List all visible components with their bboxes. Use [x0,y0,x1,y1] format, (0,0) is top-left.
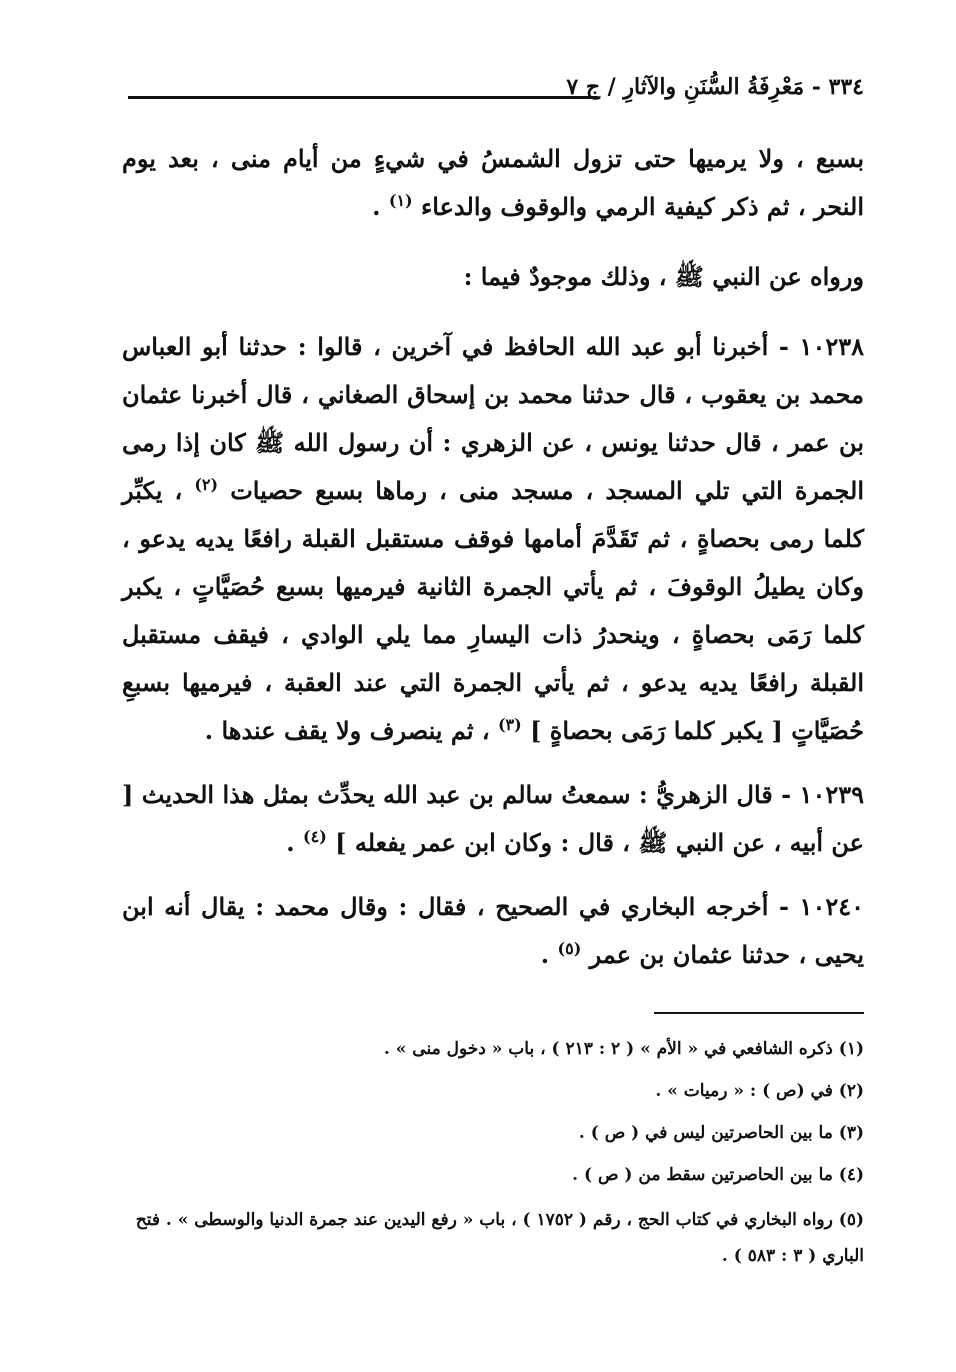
hadith-10238: ١٠٢٣٨ - أخبرنا أبو عبد الله الحافظ في آخرين ، قالوا : حدثنا أبو العباس محمد بن يعقوب ، قال حدثنا محمد بن إسحاق الصغاني ، قال أخبرنا عثمان بن عمر ، قال حدثنا يونس ، عن الزهري : أن رسول الله ﷺ كان إذا رمى الجمرة التي تلي المسجد ، مسجد منى ، رماها بسبع حصيات $^{(٢)}$ ، يكبِّر كلما رمى بحصاةٍ ، ثم تَقَدَّمَ أمامها فوقف مستقبل القبلة رافعًا يديه يدعو ، وكان يطيلُ الوقوفَ ، ثم يأتي الجمرة الثانية فيرميها بسبع حُصَيَّاتٍ ، يكبر كلما رَمَى بحصاةٍ ، وينحدرُ ذات اليسارِ مما يلي الوادي ، فيقف مستقبل القبلة رافعًا يديه يدعو ، ثم يأتي الجمرة التي عند العقبة ، فيرميها بسبعِ حُصَيَّاتٍ [ يكبر كلما رَمَى بحصاةٍ ] $^{(٣)}$ ، ثم ينصرف ولا يقف عندها . [122,332,864,745]
footnote-rule [654,1012,864,1014]
running-header [566,74,864,100]
paragraph-continuation: بسبع ، ولا يرميها حتى تزول الشمسُ في شيءٍ من أيام منى ، بعد يوم النحر ، ثم ذكر كيفية الرمي والوقوف والدعاء $^{(١)}$ . [122,144,864,221]
footnote-2: (٢) في (ص ) : « رميات » . [655,1081,864,1101]
footnote-ref-2: (٢) [194,475,219,494]
footnote-ref-1: (١) [388,191,413,210]
footnote-5: (٥) رواه البخاري في كتاب الحج ، رقم ( ١٧٥٢ ) ، باب « رفع اليدين عند جمرة الدنيا والوسطى » . فتح الباري ( ٣ : ٥٨٣ ) . [135,1210,864,1266]
paragraph-intro: ورواه عن النبي ﷺ ، وذلك موجودٌ فيما : [463,262,864,291]
footnote-3: (٣) ما بين الحاصرتين ليس في ( ص ) . [578,1123,864,1143]
running-title: ٣٣٤ - مَعْرِفَةُ السُّنَنِ والآثارِ / ج ٧ [566,74,864,100]
footnote-ref-3: (٣) [497,715,522,734]
footnotes [122,1028,864,1274]
hadith-10239: ١٠٢٣٩ - قال الزهريُّ : سمعتُ سالم بن عبد الله يحدِّث بمثل هذا الحديث [ عن أبيه ، عن النبي ﷺ ، قال : وكان ابن عمر يفعله ] $^{(٤)}$ . [122,780,864,857]
hadith-10240: ١٠٢٤٠ - أخرجه البخاري في الصحيح ، فقال : وقال محمد : يقال أنه ابن يحيى ، حدثنا عثمان بن عمر $^{(٥)}$ . [122,892,864,969]
body-text [122,135,864,995]
footnote-ref-5: (٥) [557,939,582,958]
footnote-1: (١) ذكره الشافعي في « الأم » ( ٢ : ٢١٣ ) ، باب « دخول منى » . [383,1039,864,1059]
footnote-4: (٤) ما بين الحاصرتين سقط من ( ص ) . [572,1165,864,1185]
header-rule [128,96,598,99]
footnote-ref-4: (٤) [303,827,327,846]
